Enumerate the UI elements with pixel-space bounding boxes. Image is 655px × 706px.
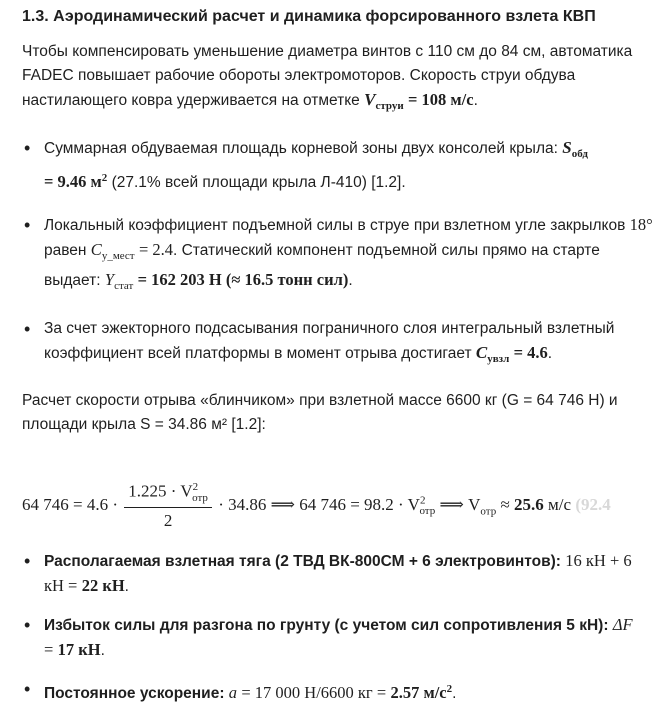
intro-paragraph: Чтобы компенсировать уменьшение диаметра винтов с 110 см до 84 см, автоматика FADEC повышает рабочие обороты электромоторов. Скорость струи обдува настилающего ковра удерживается на отметке $V_{струи} = 108$ м/с. bbox=[22, 43, 633, 113]
list-item: • За счет эжекторного подсасывания пограничного слоя интегральный взлетный коэффициент всей платформы в момент отрыва достигает $C_{yвзл} = 4.6$. bbox=[22, 317, 655, 371]
v-jet-symbol: V bbox=[364, 90, 376, 109]
lift-equation: 64 746 = 4.6 · $\frac{1.225 \cdot V^2_{отр}}{2}$ · 34.86 ⟹ 64 $746 = 98.2 \cdot V^2_{отр}$ ⟹ $V_{отр} \approx 25.6$ м/с (92.4 bbox=[22, 480, 611, 530]
list-item: • Локальный коэффициент подъемной силы в струе при взлетном угле закрылков 18° равен $C_{y\_мест} = 2.4$. Статический компонент подъемной силы прямо на старте выдает: $Y_{стат} = 162$ 203 Н (≈ 16.5 тонн сил). bbox=[22, 213, 655, 298]
list-item: • Суммарная обдуваемая площадь корневой зоны двух консолей крыла: $S_{обд}$ = 9.46 $м^2$ (27.1% всей площади крыла Л-410) [1.2]. bbox=[22, 136, 655, 195]
calc-paragraph: Расчет скорости отрыва «блинчиком» при взлетной массе 6600 кг (G = 64 746 Н) и площади крыла S = 34.86 м² [1.2]: bbox=[22, 391, 618, 433]
parameter-list bbox=[22, 136, 655, 371]
list-item: • Располагаемая взлетная тяга (2 ТВД ВК-800СМ + 6 электровинтов): 16 кН + 6 кН = 22 кН. bbox=[22, 549, 655, 599]
results-list bbox=[22, 549, 655, 706]
list-item: • Избыток силы для разгона по грунту (с учетом сил сопротивления 5 кН): ΔF = 17 кН. bbox=[22, 613, 655, 663]
fraction: $\frac{1.225 \cdot V^2_{отр}}{2}$ bbox=[124, 481, 212, 531]
list-item: • Постоянное ускорение: a = 17 000 Н/6600 кг = 2.57 $м/с^2$. bbox=[22, 677, 655, 706]
section-heading: 1.3. Аэродинамический расчет и динамика форсированного взлета КВП bbox=[22, 8, 596, 25]
